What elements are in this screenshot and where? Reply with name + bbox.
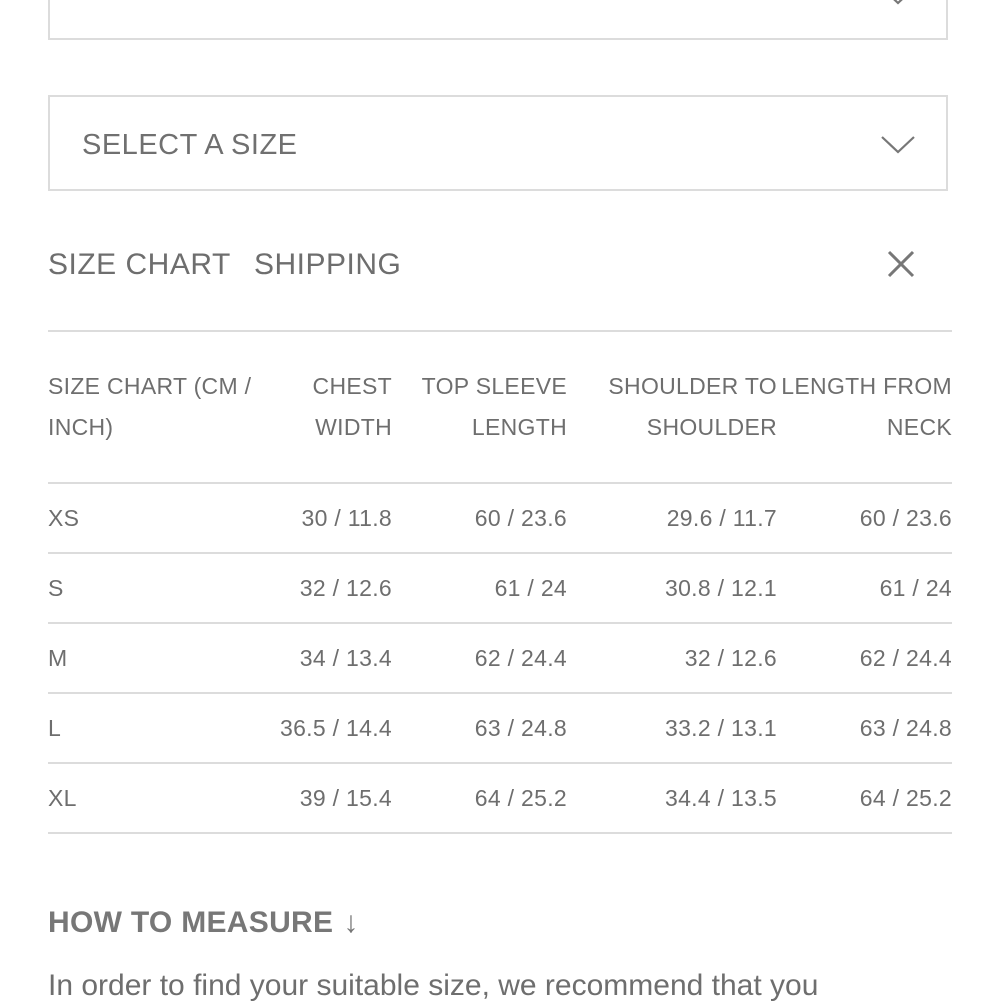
chevron-down-icon — [880, 0, 916, 6]
table-row — [48, 693, 952, 763]
header-size: SIZE CHART (CM / INCH) — [48, 331, 270, 483]
table-cell: 36.5 / 14.4 — [270, 693, 392, 763]
info-tabs — [48, 245, 952, 285]
table-cell: L — [48, 693, 270, 763]
table-cell: XL — [48, 763, 270, 833]
header-top-sleeve-length: TOP SLEEVE LENGTH — [392, 331, 567, 483]
tab-size-chart[interactable]: SIZE CHART — [48, 248, 231, 281]
table-cell: 63 / 24.8 — [777, 693, 952, 763]
table-cell: 60 / 23.6 — [392, 483, 567, 553]
table-cell: 61 / 24 — [392, 553, 567, 623]
header-shoulder-to-shoulder: SHOULDER TO SHOULDER — [567, 331, 777, 483]
close-icon[interactable] — [886, 249, 916, 279]
table-cell: 64 / 25.2 — [392, 763, 567, 833]
table-cell: 29.6 / 11.7 — [567, 483, 777, 553]
table-cell: 30.8 / 12.1 — [567, 553, 777, 623]
table-row — [48, 553, 952, 623]
table-cell: 61 / 24 — [777, 553, 952, 623]
header-length-from-neck: LENGTH FROM NECK — [777, 331, 952, 483]
table-header-row — [48, 331, 952, 483]
table-cell: S — [48, 553, 270, 623]
tab-shipping[interactable]: SHIPPING — [254, 248, 402, 281]
how-to-measure-heading[interactable] — [48, 903, 359, 943]
table-cell: 60 / 23.6 — [777, 483, 952, 553]
size-chart-table — [48, 330, 952, 834]
table-cell: 64 / 25.2 — [777, 763, 952, 833]
table-row — [48, 763, 952, 833]
table-cell: 34 / 13.4 — [270, 623, 392, 693]
table-cell: 32 / 12.6 — [567, 623, 777, 693]
table-cell: M — [48, 623, 270, 693]
header-chest-width: CHEST WIDTH — [270, 331, 392, 483]
table-cell: 30 / 11.8 — [270, 483, 392, 553]
table-cell: 62 / 24.4 — [777, 623, 952, 693]
table-row — [48, 483, 952, 553]
how-to-measure-text: In order to find your suitable size, we recommend that you — [48, 969, 819, 1002]
table-cell: 62 / 24.4 — [392, 623, 567, 693]
table-cell: 32 / 12.6 — [270, 553, 392, 623]
table-cell: 34.4 / 13.5 — [567, 763, 777, 833]
chevron-down-icon — [880, 135, 916, 155]
table-cell: 33.2 / 13.1 — [567, 693, 777, 763]
table-cell: 39 / 15.4 — [270, 763, 392, 833]
size-select[interactable] — [48, 95, 948, 191]
table-row — [48, 623, 952, 693]
table-cell: XS — [48, 483, 270, 553]
arrow-down-icon: ↓ — [343, 906, 359, 939]
table-cell: 63 / 24.8 — [392, 693, 567, 763]
how-to-measure-title: HOW TO MEASURE — [48, 906, 334, 939]
size-select-value: SELECT A SIZE — [82, 129, 298, 161]
color-select[interactable] — [48, 0, 948, 40]
